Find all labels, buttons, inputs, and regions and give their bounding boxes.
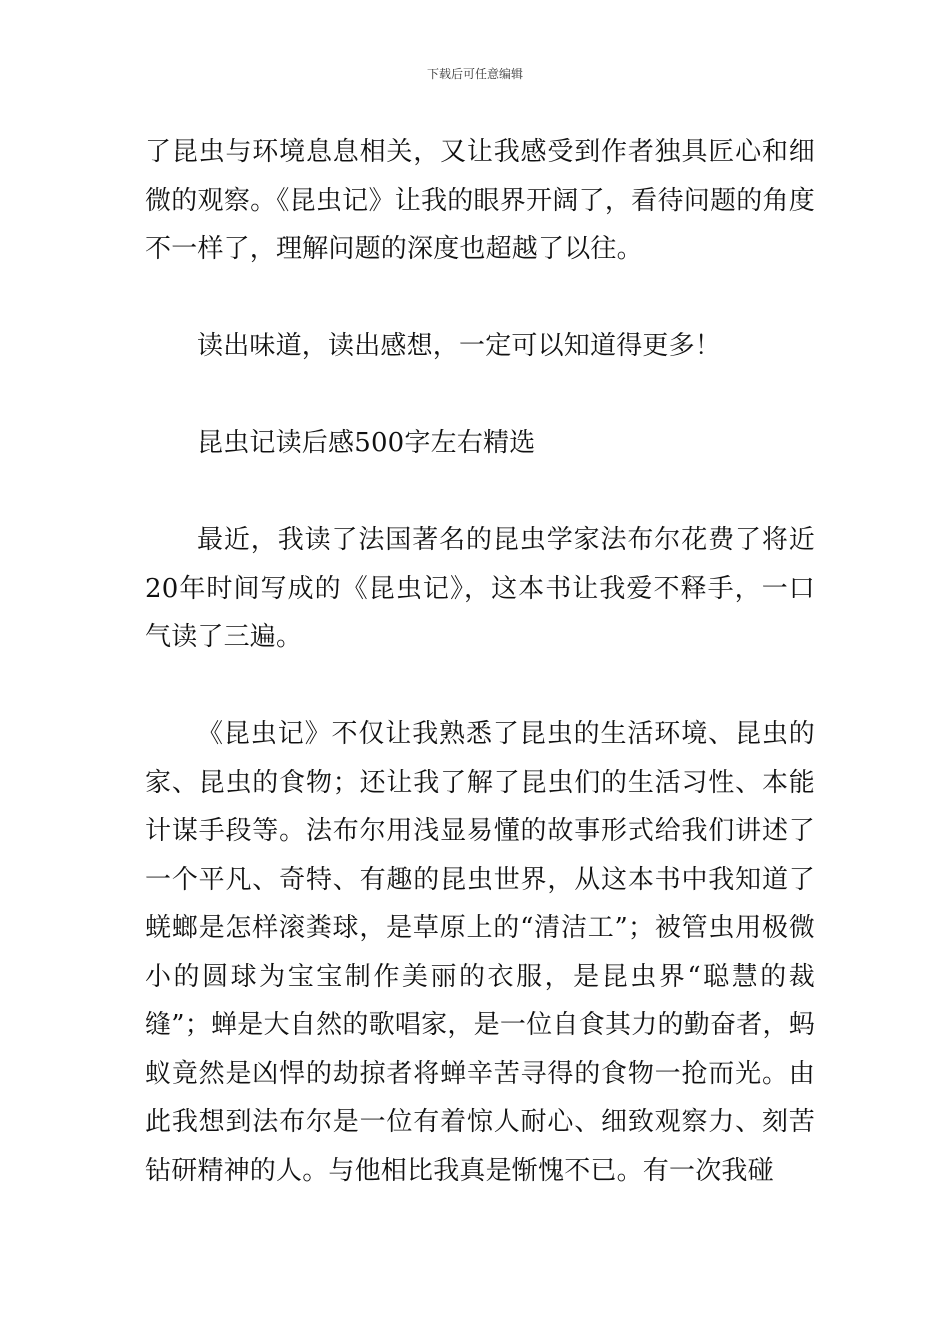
paragraph-1: 了昆虫与环境息息相关，又让我感受到作者独具匠心和细微的观察。《昆虫记》让我的眼界开阔了，看待问题的角度不一样了，理解问题的深度也超越了以往。 [145, 137, 815, 264]
section-title: 昆虫记读后感500字左右精选 [197, 428, 536, 458]
paragraph-4: 《昆虫记》不仅让我熟悉了昆虫的生活环境、昆虫的家、昆虫的食物；还让我了解了昆虫们的生活习性、本能计谋手段等。法布尔用浅显易懂的故事形式给我们讲述了一个平凡、奇特、有趣的昆虫世界，从这本书中我知道了蜣螂是怎样滚粪球，是草原上的“清洁工”；被管虫用极微小的圆球为宝宝制作美丽的衣服，是昆虫界“聪慧的裁缝”；蝉是大自然的歌唱家，是一位自食其力的勤奋者，蚂蚁竟然是凶悍的劫掠者将蝉辛苦寻得的食物一抢而光。由此我想到法布尔是一位有着惊人耐心、细致观察力、刻苦钻研精神的人。与他相比我真是惭愧不已。有一次我碰 [145, 719, 815, 1186]
paragraph-3: 最近，我读了法国著名的昆虫学家法布尔花费了将近20年时间写成的《昆虫记》，这本书让我爱不释手，一口气读了三遍。 [145, 525, 815, 652]
paragraph-2: 读出味道，读出感想，一定可以知道得更多！ [197, 331, 722, 361]
header-note: 下载后可任意编辑 [426, 67, 523, 81]
document-body [145, 128, 815, 1195]
